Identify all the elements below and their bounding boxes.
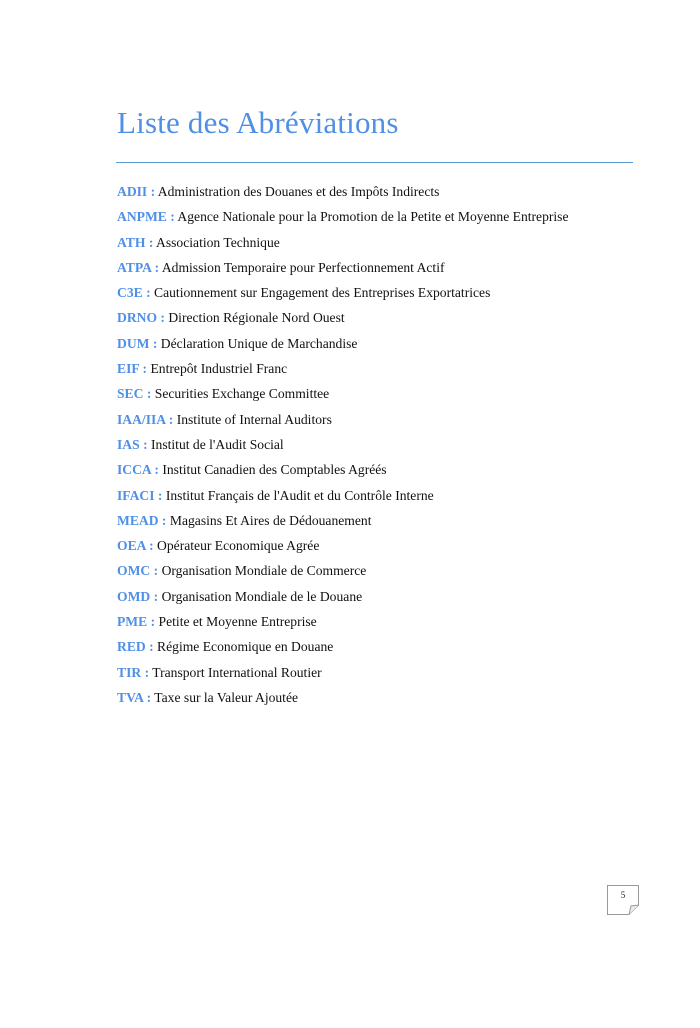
abbreviation-definition: Entrepôt Industriel Franc [150, 361, 288, 377]
abbreviation-term: RED : [117, 639, 154, 655]
abbreviation-item [117, 204, 657, 229]
abbreviation-item [117, 280, 657, 305]
abbreviation-item [117, 584, 657, 609]
page-number-box [607, 885, 639, 915]
abbreviation-term: IAA/IIA : [117, 411, 174, 427]
abbreviation-definition: Organisation Mondiale de Commerce [161, 563, 367, 579]
abbreviation-term: EIF : [117, 361, 148, 377]
abbreviation-item [117, 230, 657, 255]
abbreviation-item [117, 407, 657, 432]
abbreviation-definition: Magasins Et Aires de Dédouanement [169, 512, 372, 528]
abbreviation-item [117, 609, 657, 634]
abbreviation-definition: Admission Temporaire pour Perfectionnement Actif [161, 259, 445, 275]
abbreviation-term: TIR : [117, 664, 150, 680]
abbreviation-item [117, 381, 657, 406]
abbreviation-definition: Agence Nationale pour la Promotion de la Petite et Moyenne Entreprise [177, 209, 569, 225]
abbreviation-term: ATPA : [117, 259, 160, 275]
abbreviation-term: DRNO : [117, 310, 165, 326]
abbreviation-term: OMC : [117, 563, 159, 579]
page-title: Liste des Abréviations [117, 105, 399, 140]
abbreviation-item [117, 508, 657, 533]
abbreviation-item [117, 432, 657, 457]
abbreviation-item [117, 179, 657, 204]
abbreviation-item [117, 660, 657, 685]
abbreviation-item [117, 483, 657, 508]
page-number: 5 [620, 890, 626, 900]
abbreviation-item [117, 305, 657, 330]
abbreviation-term: ATH : [117, 234, 154, 250]
abbreviation-item [117, 558, 657, 583]
abbreviation-definition: Institut de l'Audit Social [151, 436, 284, 452]
abbreviation-definition: Institute of Internal Auditors [176, 411, 332, 427]
abbreviation-term: PME : [117, 614, 156, 630]
abbreviation-definition: Securities Exchange Committee [154, 386, 330, 402]
abbreviation-definition: Institut Canadien des Comptables Agréés [162, 462, 387, 478]
abbreviation-term: ANPME : [117, 209, 175, 225]
abbreviation-term: C3E : [117, 285, 151, 301]
abbreviation-item [117, 457, 657, 482]
abbreviation-term: MEAD : [117, 512, 167, 528]
abbreviation-item [117, 356, 657, 381]
abbreviation-definition: Petite et Moyenne Entreprise [158, 614, 317, 630]
abbreviation-item [117, 533, 657, 558]
abbreviation-term: OEA : [117, 538, 154, 554]
abbreviation-definition: Direction Régionale Nord Ouest [168, 310, 345, 326]
abbreviation-item [117, 331, 657, 356]
abbreviation-definition: Régime Economique en Douane [157, 639, 334, 655]
abbreviation-term: TVA : [117, 689, 152, 705]
abbreviation-list [117, 179, 657, 710]
abbreviation-definition: Taxe sur la Valeur Ajoutée [154, 689, 299, 705]
abbreviation-term: DUM : [117, 335, 158, 351]
abbreviation-item [117, 634, 657, 659]
abbreviation-term: OMD : [117, 588, 159, 604]
abbreviation-definition: Cautionnement sur Engagement des Entreprises Exportatrices [154, 285, 491, 301]
abbreviation-definition: Administration des Douanes et des Impôts Indirects [157, 184, 440, 199]
abbreviation-definition: Opérateur Economique Agrée [157, 538, 320, 554]
abbreviation-term: ADII : [117, 184, 156, 199]
title-divider [116, 162, 633, 163]
abbreviation-item [117, 255, 657, 280]
abbreviation-term: SEC : [117, 386, 152, 402]
abbreviation-item [117, 685, 657, 710]
abbreviation-definition: Institut Français de l'Audit et du Contrôle Interne [165, 487, 434, 503]
abbreviation-term: IFACI : [117, 487, 163, 503]
abbreviation-definition: Transport International Routier [152, 664, 322, 680]
abbreviation-definition: Déclaration Unique de Marchandise [160, 335, 358, 351]
abbreviation-term: IAS : [117, 436, 148, 452]
abbreviation-definition: Organisation Mondiale de le Douane [161, 588, 363, 604]
abbreviation-definition: Association Technique [156, 234, 280, 250]
abbreviation-term: ICCA : [117, 462, 159, 478]
